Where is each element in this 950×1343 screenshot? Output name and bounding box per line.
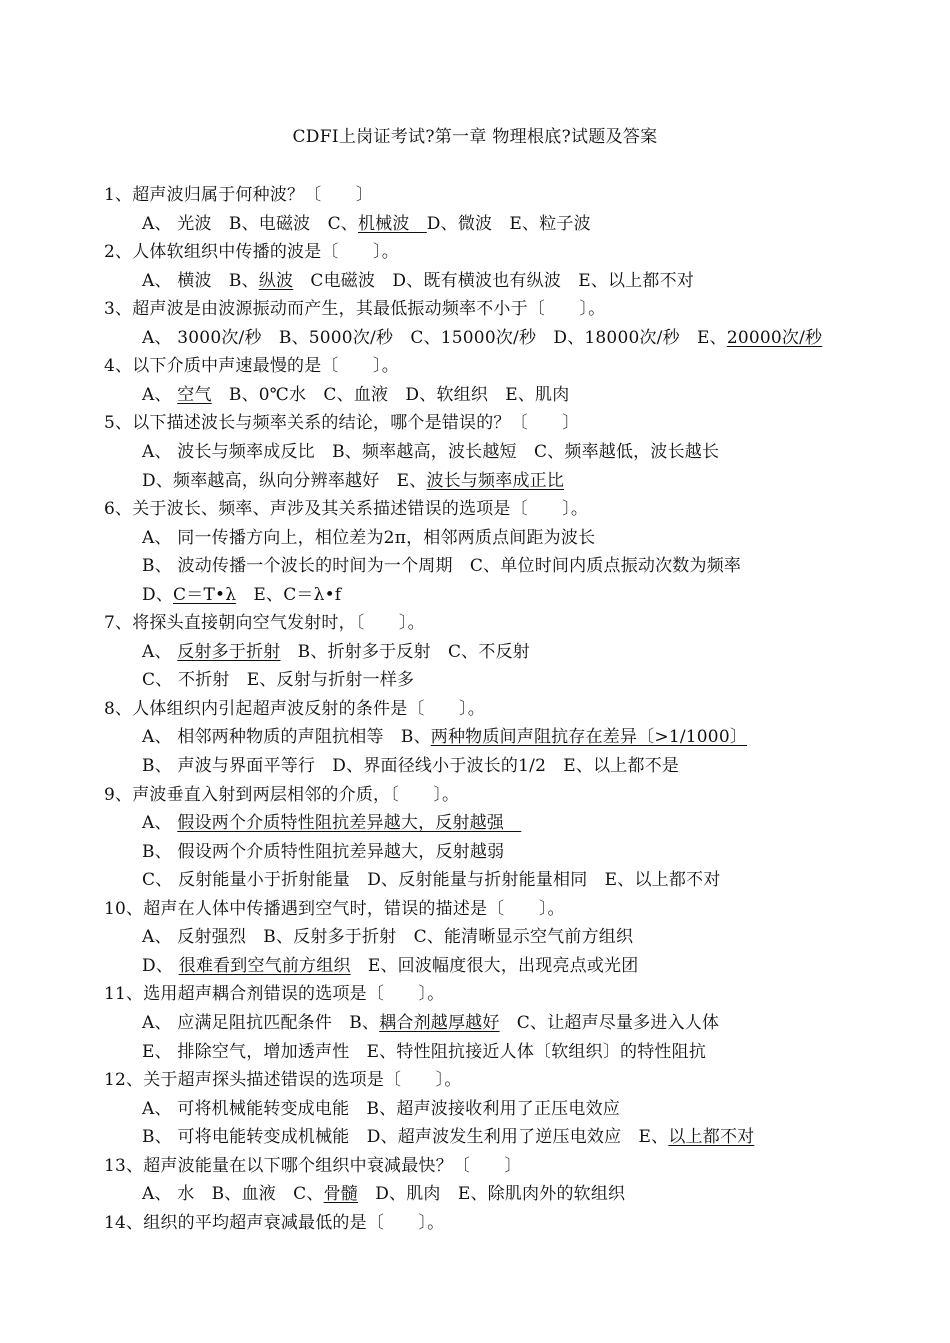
- option-line: [142, 209, 591, 234]
- question-text: [104, 1208, 444, 1233]
- text-segment: B、0℃水 C、血液 D、软组织 E、肌肉: [211, 384, 570, 405]
- option-line: [142, 865, 720, 890]
- text-segment: B、折射多于反射 C、不反射: [280, 641, 530, 662]
- question-text: [104, 351, 399, 376]
- option-line: [142, 551, 741, 576]
- text-segment: A、 光波 B、电磁波 C、: [142, 213, 358, 234]
- document-title: CDFI上岗证考试?第一章 物理根底?试题及答案: [292, 127, 658, 147]
- text-segment: C、让超声尽量多进入人体: [499, 1012, 720, 1033]
- text-segment: 12、关于超声探头描述错误的选项是〔 〕。: [104, 1070, 462, 1091]
- text-segment: A、 3000次/秒 B、5000次/秒 C、15000次/秒 D、18000次/秒 E、: [142, 327, 727, 348]
- question-text: [104, 180, 373, 205]
- text-segment: A、 相邻两种物质的声阻抗相等 B、: [142, 727, 431, 748]
- text-segment: D、微波 E、粒子波: [426, 213, 591, 234]
- option-line: [142, 722, 747, 747]
- option-line: [142, 580, 341, 605]
- option-line: [142, 523, 595, 548]
- correct-answer: 波长与频率成正比: [426, 470, 565, 491]
- option-line: [142, 437, 719, 462]
- question-text: [104, 237, 399, 262]
- correct-answer: 假设两个介质特性阻抗差异越大，反射越强: [177, 813, 522, 834]
- text-segment: A、 水 B、血液 C、: [142, 1184, 324, 1205]
- question-text: [104, 408, 579, 433]
- option-line: [142, 380, 569, 405]
- correct-answer: 很难看到空气前方组织: [178, 955, 351, 976]
- option-line: [142, 665, 414, 690]
- option-line: [142, 837, 504, 862]
- text-segment: A、: [142, 813, 178, 834]
- text-segment: B、 波动传播一个波长的时间为一个周期 C、单位时间内质点振动次数为频率: [142, 556, 742, 577]
- text-segment: A、 反射强烈 B、反射多于折射 C、能清晰显示空气前方组织: [142, 927, 634, 948]
- question-text: [104, 1151, 522, 1176]
- question-text: [104, 694, 485, 719]
- text-segment: E、C＝λ•f: [236, 584, 342, 605]
- correct-answer: 耦合剂越厚越好: [379, 1012, 500, 1033]
- correct-answer: 骨髓: [323, 1184, 358, 1205]
- question-text: [104, 780, 459, 805]
- text-segment: 4、以下介质中声速最慢的是〔 〕。: [104, 356, 399, 377]
- option-line: [142, 1179, 625, 1204]
- text-segment: D、肌肉 E、除肌肉外的软组织: [358, 1184, 626, 1205]
- correct-answer: C＝T•λ: [173, 584, 237, 605]
- option-line: [142, 637, 530, 662]
- correct-answer: 反射多于折射: [177, 641, 281, 662]
- option-line: [142, 1094, 620, 1119]
- correct-answer: 机械波: [357, 213, 427, 234]
- text-segment: B、 假设两个介质特性阻抗差异越大，反射越弱: [142, 841, 505, 862]
- option-line: [142, 1122, 754, 1147]
- question-text: [104, 608, 425, 633]
- question-text: [104, 979, 444, 1004]
- text-segment: E、回波幅度很大，出现亮点或光团: [350, 955, 639, 976]
- text-segment: A、 横波 B、: [142, 270, 259, 291]
- text-segment: 2、人体软组织中传播的波是〔 〕。: [104, 242, 399, 263]
- question-text: [104, 894, 565, 919]
- text-segment: B、 声波与界面平等行 D、界面径线小于波长的1/2 E、以上都不是: [142, 756, 680, 776]
- text-segment: 3、超声波是由波源振动而产生，其最低振动频率不小于〔 〕。: [104, 299, 606, 320]
- option-line: [142, 951, 638, 976]
- text-segment: C、 不折射 E、反射与折射一样多: [142, 670, 415, 691]
- text-segment: 1、超声波归属于何种波？〔 〕: [104, 185, 374, 205]
- correct-answer: 20000次/秒: [726, 327, 823, 348]
- text-segment: E、 排除空气，增加透声性 E、特性阻抗接近人体〔软组织〕的特性阻抗: [142, 1041, 707, 1062]
- text-segment: B、 可将电能转变成机械能 D、超声波发生利用了逆压电效应 E、: [142, 1127, 669, 1148]
- option-line: [142, 751, 679, 776]
- option-line: [142, 466, 564, 491]
- text-segment: C电磁波 D、既有横波也有纵波 E、以上都不对: [293, 270, 695, 291]
- option-line: [142, 323, 822, 348]
- question-text: [104, 294, 605, 319]
- text-segment: D、: [142, 955, 179, 976]
- correct-answer: 纵波: [258, 270, 294, 291]
- text-segment: 8、人体组织内引起超声波反射的条件是〔 〕。: [104, 698, 485, 719]
- option-line: [142, 922, 633, 947]
- correct-answer: 以上都不对: [668, 1127, 755, 1148]
- correct-answer: 两种物质间声阻抗存在差异〔>1/1000〕: [430, 727, 748, 748]
- text-segment: 6、关于波长、频率、声涉及其关系描述错误的选项是〔 〕。: [104, 499, 589, 520]
- text-segment: D、: [142, 584, 174, 605]
- text-segment: A、: [142, 641, 178, 662]
- option-line: [142, 1008, 719, 1033]
- option-line: [142, 1037, 706, 1062]
- option-line: [142, 808, 521, 833]
- question-text: [104, 494, 588, 519]
- text-segment: 11、选用超声耦合剂错误的选项是〔 〕。: [104, 984, 445, 1005]
- text-segment: D、频率越高，纵向分辨率越好 E、: [142, 470, 427, 491]
- text-segment: A、 同一传播方向上，相位差为2π，相邻两质点间距为波长: [142, 527, 596, 548]
- question-text: [104, 1065, 462, 1090]
- option-line: [142, 266, 694, 291]
- text-segment: 9、声波垂直入射到两层相邻的介质，〔 〕。: [104, 784, 460, 805]
- text-segment: 7、将探头直接朝向空气发射时，〔 〕。: [104, 613, 425, 634]
- text-segment: 14、组织的平均超声衰减最低的是〔 〕。: [104, 1212, 445, 1233]
- text-segment: 5、以下描述波长与频率关系的结论，哪个是错误的？〔 〕: [104, 413, 580, 434]
- correct-answer: 空气: [177, 384, 212, 405]
- text-segment: 13、超声波能量在以下哪个组织中衰减最快？〔 〕: [104, 1155, 522, 1176]
- text-segment: A、 波长与频率成反比 B、频率越高，波长越短 C、频率越低，波长越长: [142, 441, 720, 462]
- text-segment: A、: [142, 384, 178, 405]
- text-segment: C、 反射能量小于折射能量 D、反射能量与折射能量相同 E、以上都不对: [142, 870, 721, 891]
- text-segment: A、 可将机械能转变成电能 B、超声波接收利用了正压电效应: [142, 1098, 620, 1119]
- text-segment: 10、超声在人体中传播遇到空气时，错误的描述是〔 〕。: [104, 898, 565, 919]
- text-segment: A、 应满足阻抗匹配条件 B、: [142, 1012, 380, 1033]
